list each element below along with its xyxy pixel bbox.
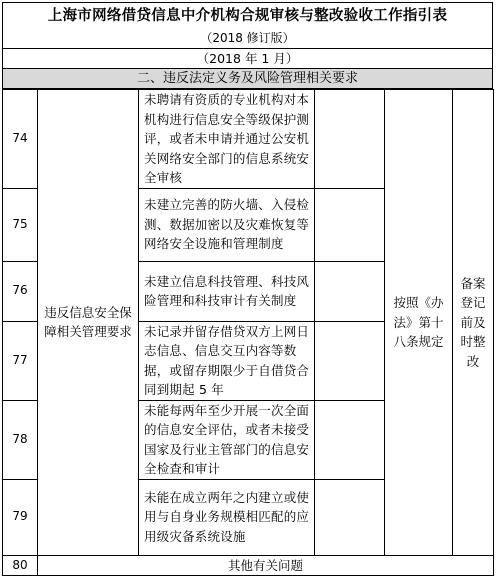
empty-cell	[315, 261, 385, 321]
empty-cell	[315, 90, 385, 189]
empty-cell	[315, 479, 385, 555]
row-number: 79	[3, 479, 38, 555]
requirements-table	[2, 89, 494, 576]
row-number: 75	[3, 188, 38, 261]
issue-text: 未能每两年至少开展一次全面的信息安全评估，或者未接受国家及行业主管部门的信息安全检查和审计	[139, 400, 315, 479]
issue-text: 未能在成立两年之内建立或使用与自身业务规模相匹配的应用级灾备系统设施	[139, 479, 315, 555]
issue-text: 未建立信息科技管理、科技风险管理和科技审计有关制度	[139, 261, 315, 321]
document	[2, 2, 493, 576]
empty-cell	[315, 188, 385, 261]
issue-text: 未建立完善的防火墙、入侵检测、数据加密以及灾难恢复等网络安全设施和管理制度	[139, 188, 315, 261]
category-cell: 违反信息安全保障相关管理要求	[38, 90, 139, 556]
table-row	[3, 90, 494, 189]
issue-text: 未聘请有资质的专业机构对本机构进行信息安全等级保护测评，或者未申请并通过公安机关网络安全部门的信息系统安全审核	[139, 90, 315, 189]
empty-cell	[315, 321, 385, 400]
row-number: 78	[3, 400, 38, 479]
row-number: 74	[3, 90, 38, 189]
row-number: 76	[3, 261, 38, 321]
document-title: 上海市网络借贷信息中介机构合规审核与整改验收工作指引表	[2, 2, 493, 28]
table-row	[3, 555, 494, 576]
issue-text: 未记录并留存借贷双方上网日志信息、信息交互内容等数据，或留存期限少于自借贷合同到期起 5 年	[139, 321, 315, 400]
edition-label: （2018 修订版）	[2, 28, 493, 48]
issue-text: 其他有关问题	[38, 555, 494, 576]
section-header: 二、违反法定义务及风险管理相关要求	[2, 69, 493, 89]
date-label: （2018 年 1 月）	[2, 48, 493, 69]
row-number: 77	[3, 321, 38, 400]
empty-cell	[315, 400, 385, 479]
basis-cell: 按照《办法》第十八条规定	[385, 90, 453, 556]
remediation-cell: 备案登记前及时整改	[453, 90, 494, 556]
row-number: 80	[3, 555, 38, 576]
